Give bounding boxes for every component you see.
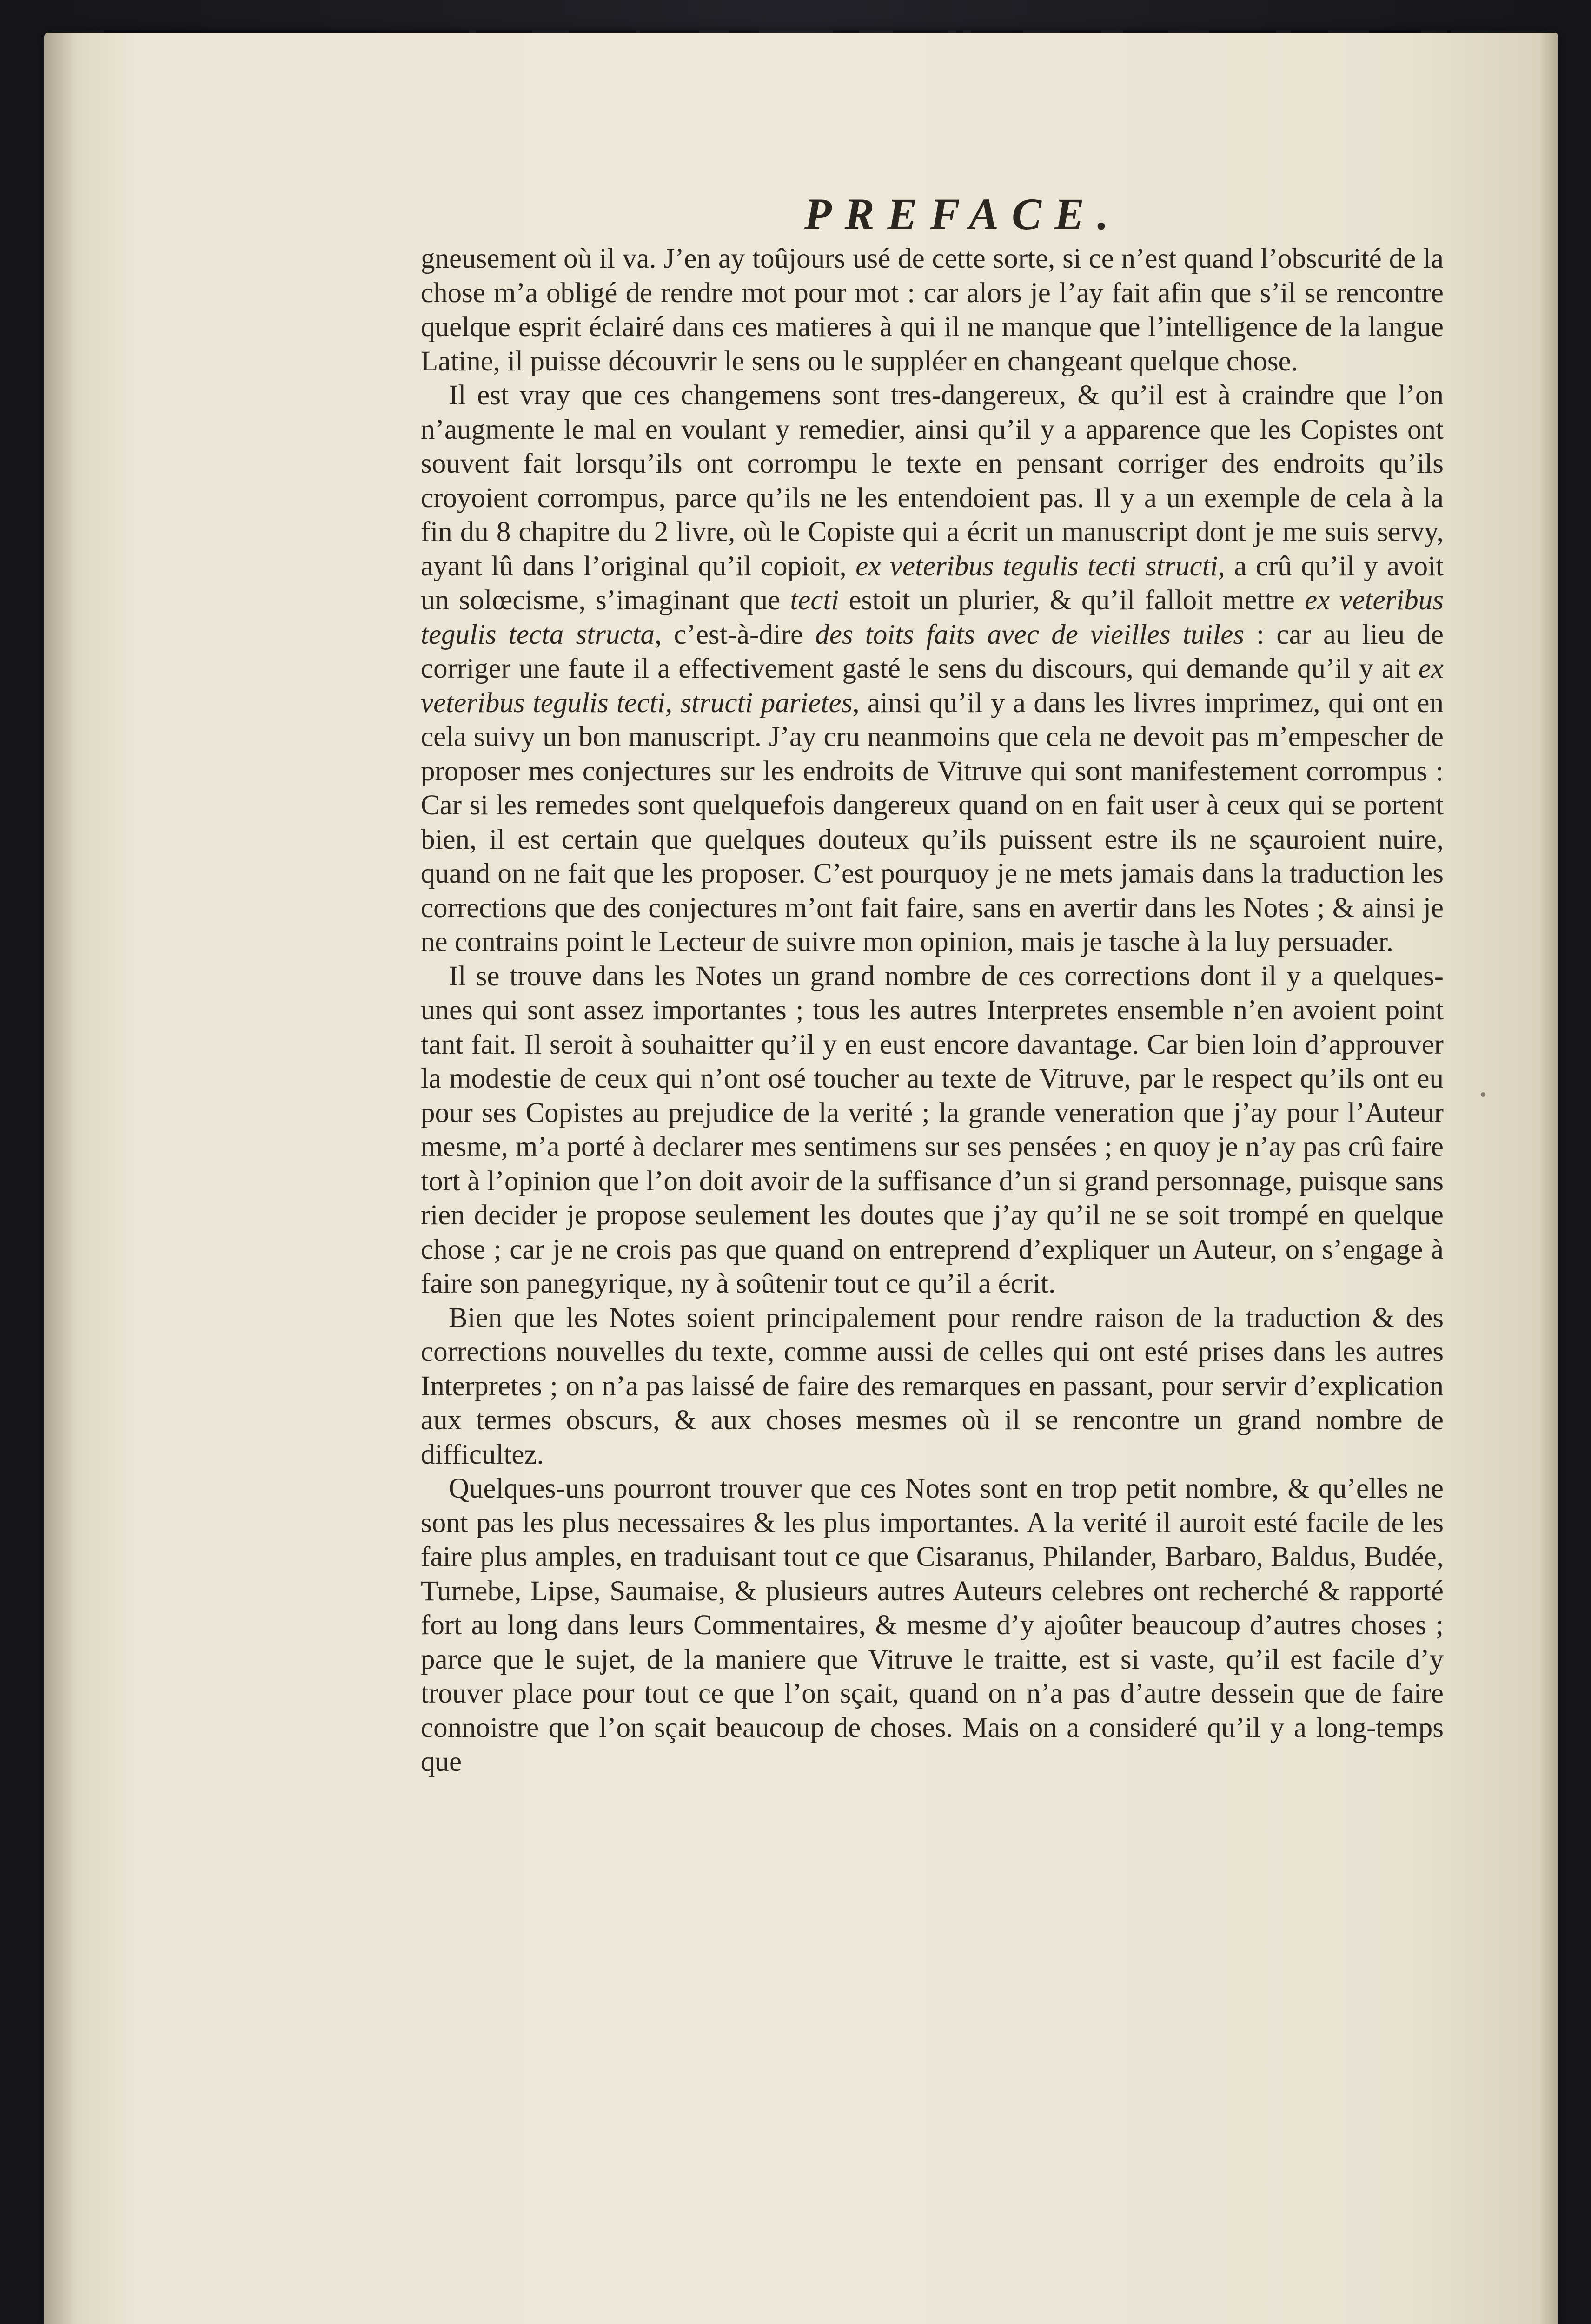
body-text <box>421 242 1444 1779</box>
text-run: Quelques-uns pourront trouver que ces Notes sont en trop petit nombre, & qu’elles ne sont pas les plus necessaires & les plus importantes. A la verité il auroit esté facile de les faire plus amples, en traduisant tout ce que Cisaranus, Philander, Barbaro, Baldus, Budée, Turnebe, Lipse, Saumaise, & plusieurs autres Auteurs celebres ont recherché & rapporté fort au long dans leurs Commentaires, & mesme d’y ajoûter beaucoup d’autres choses ; parce que le sujet, de la maniere que Vitruve le traitte, est si vaste, qu’il est facile d’y trouver place pour tout ce que l’on sçait, quand on n’a pas d’autre dessein que de faire connoistre que l’on sçait beaucoup de choses. Mais on a consideré qu’il y a long-temps que <box>421 1473 1444 1777</box>
text-run: , a crû qu’il y avoit un solœcisme, s’imaginant que <box>421 550 1444 616</box>
italic-run: ex veteribus tegulis tecti, structi parietes <box>421 653 1444 719</box>
text-run: Il est vray que ces changemens sont tres-dangereux, & qu’il est à craindre que l’on n’augmente le mal en voulant y remedier, ainsi qu’il y a apparence que les Copistes ont souvent fait lorsqu’ils ont corrompu le texte en pensant corriger des endroits qu’ils croyoient corrompus, parce qu’ils ne les entendoient pas. Il y a un exemple de cela à la fin du 8 chapitre du 2 livre, où le Copiste qui a écrit un manuscript dont je me suis servy, ayant lû dans l’original qu’il copioit, <box>421 380 1444 582</box>
text-run: Bien que les Notes soient principalement pour rendre raison de la traduction & des corrections nouvelles du texte, comme aussi de celles qui ont esté prises dans les autres Interpretes ; on n’a pas laissé de faire des remarques en passant, pour servir d’explication aux termes obscurs, & aux choses mesmes où il se rencontre un grand nombre de difficultez. <box>421 1302 1444 1470</box>
text-run: , c’est-à-dire <box>655 619 815 650</box>
italic-run: des toits faits avec de vieilles tuiles <box>815 619 1245 650</box>
paragraph <box>421 378 1444 959</box>
paragraph <box>421 959 1444 1301</box>
text-run: gneusement où il va. J’en ay toûjours usé de cette sorte, si ce n’est quand l’obscurité de la chose m’a obligé de rendre mot pour mot : car alors je l’ay fait afin que s’il se rencontre quelque esprit éclairé dans ces matieres à qui il ne manque que l’intelligence de la langue Latine, il puisse découvrir le sens ou le suppléer en changeant quelque chose. <box>421 243 1444 377</box>
page-header: PREFACE. <box>804 189 1122 239</box>
paragraph <box>421 242 1444 378</box>
binding-shadow <box>44 33 77 2324</box>
italic-run: ex veteribus tegulis tecta structa <box>421 585 1444 650</box>
italic-run: tecti <box>790 585 839 616</box>
text-run: Il se trouve dans les Notes un grand nombre de ces corrections dont il y a quelques-unes qui sont assez importantes ; tous les autres Interpretes ensemble n’en avoient point tant fait. Il seroit à souhaitter qu’il y en eust encore davantage. Car bien loin d’approuver la modestie de ceux qui n’ont osé toucher au texte de Vitruve, par le respect qu’ils ont eu pour ses Copistes au prejudice de la verité ; la grande veneration que j’ay pour l’Auteur mesme, m’a porté à declarer mes sentimens sur ses pensées ; en quoy je n’ay pas crû faire tort à l’opinion que l’on doit avoir de la suffisance d’un si grand personnage, puisque sans rien decider je propose seulement les doutes que j’ay qu’il ne se soit trompé en quelque chose ; car je ne crois pas que quand on entreprend d’expliquer un Auteur, on s’engage à faire son panegyrique, ny à soûtenir tout ce qu’il a écrit. <box>421 960 1444 1299</box>
ink-spot <box>1481 1092 1485 1097</box>
text-run: , ainsi qu’il y a dans les livres imprimez, qui ont en cela suivy un bon manuscript. J’ay cru neanmoins que cela ne devoit pas m’empescher de proposer mes conjectures sur les endroits de Vitruve qui sont manifestement corrompus : Car si les remedes sont quelquefois dangereux quand on en fait user à ceux qui se portent bien, il est certain que quelques douteux qu’ils puissent estre ils ne sçauroient nuire, quand on ne fait que les proposer. C’est pourquoy je ne mets jamais dans la traduction les corrections que des conjectures m’ont fait faire, sans en avertir dans les Notes ; & ainsi je ne contrains point le Lecteur de suivre mon opinion, mais je tasche à la luy persuader. <box>421 687 1444 957</box>
italic-run: ex veteribus tegulis tecti structi <box>855 550 1218 582</box>
page-edge <box>1539 33 1558 2324</box>
paragraph <box>421 1472 1444 1779</box>
text-run: : car au lieu de corriger une faute il a effectivement gasté le sens du discours, qui demande qu’il y ait <box>421 619 1444 684</box>
paragraph <box>421 1301 1444 1472</box>
text-run: estoit un plurier, & qu’il falloit mettre <box>839 585 1305 616</box>
